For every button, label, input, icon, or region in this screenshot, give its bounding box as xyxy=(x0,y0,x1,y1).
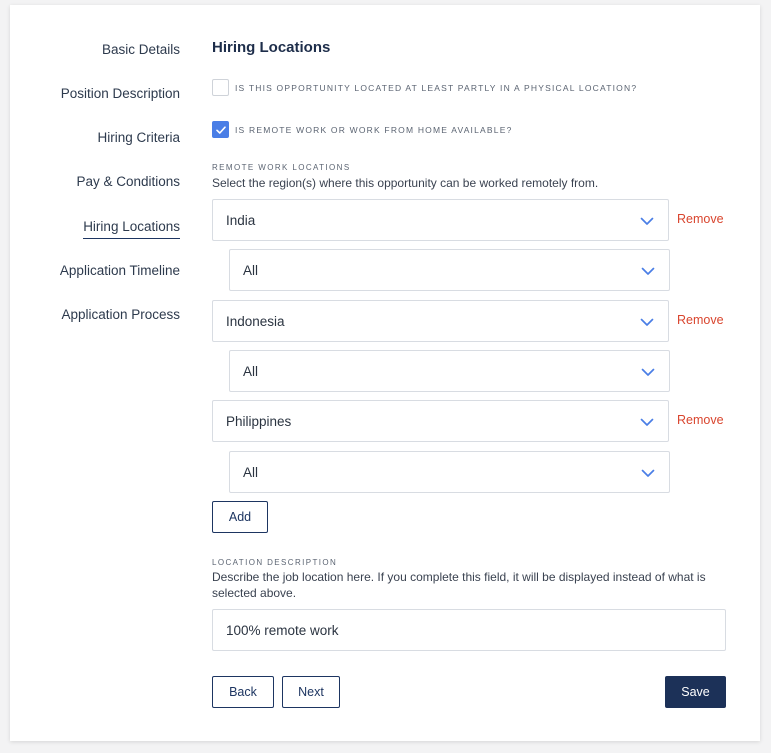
country-select[interactable] xyxy=(212,300,669,342)
region-select[interactable] xyxy=(229,249,670,291)
region-select-value: All xyxy=(243,262,259,278)
location-description-label: LOCATION DESCRIPTION xyxy=(212,558,338,567)
remove-link[interactable]: Remove xyxy=(677,413,724,427)
location-description-input[interactable] xyxy=(212,609,726,651)
remote-work-label: IS REMOTE WORK OR WORK FROM HOME AVAILABLE? xyxy=(235,124,513,135)
physical-location-row xyxy=(212,79,637,96)
region-select-value: All xyxy=(243,363,259,379)
chevron-down-icon xyxy=(639,314,655,330)
region-select-value: All xyxy=(243,464,259,480)
sidebar-item-position-description[interactable]: Position Description xyxy=(60,86,180,101)
chevron-down-icon xyxy=(640,263,656,279)
country-select-value: Philippines xyxy=(226,413,292,429)
country-select-value: Indonesia xyxy=(226,313,285,329)
remote-work-row xyxy=(212,121,513,138)
sidebar-item-hiring-criteria[interactable]: Hiring Criteria xyxy=(97,130,180,145)
physical-location-checkbox[interactable] xyxy=(212,79,229,96)
remote-work-checkbox[interactable] xyxy=(212,121,229,138)
check-icon xyxy=(215,124,227,136)
region-select[interactable] xyxy=(229,350,670,392)
sidebar-item-pay-conditions[interactable]: Pay & Conditions xyxy=(76,174,180,189)
location-description-helper: Describe the job location here. If you complete this field, it will be displayed instead of what is selected above. xyxy=(212,570,706,600)
save-button[interactable]: Save xyxy=(665,676,726,708)
page-title: Hiring Locations xyxy=(212,39,331,56)
chevron-down-icon xyxy=(640,465,656,481)
remote-locations-helper: Select the region(s) where this opportunity can be worked remotely from. xyxy=(212,176,599,190)
remove-link[interactable]: Remove xyxy=(677,313,724,327)
add-location-button[interactable]: Add xyxy=(212,501,268,533)
country-select-value: India xyxy=(226,212,256,228)
sidebar-item-hiring-locations[interactable]: Hiring Locations xyxy=(83,219,180,239)
country-select[interactable] xyxy=(212,199,669,241)
remote-locations-label: REMOTE WORK LOCATIONS xyxy=(212,163,351,172)
sidebar-item-application-timeline[interactable]: Application Timeline xyxy=(59,263,180,278)
region-select[interactable] xyxy=(229,451,670,493)
chevron-down-icon xyxy=(639,213,655,229)
physical-location-label: IS THIS OPPORTUNITY LOCATED AT LEAST PARTLY IN A PHYSICAL LOCATION? xyxy=(235,82,638,93)
chevron-down-icon xyxy=(640,364,656,380)
remove-link[interactable]: Remove xyxy=(677,212,724,226)
sidebar-item-basic-details[interactable]: Basic Details xyxy=(101,42,180,57)
country-select[interactable] xyxy=(212,400,669,442)
sidebar-item-application-process[interactable]: Application Process xyxy=(61,307,180,322)
back-button[interactable]: Back xyxy=(212,676,274,708)
chevron-down-icon xyxy=(639,414,655,430)
next-button[interactable]: Next xyxy=(282,676,340,708)
